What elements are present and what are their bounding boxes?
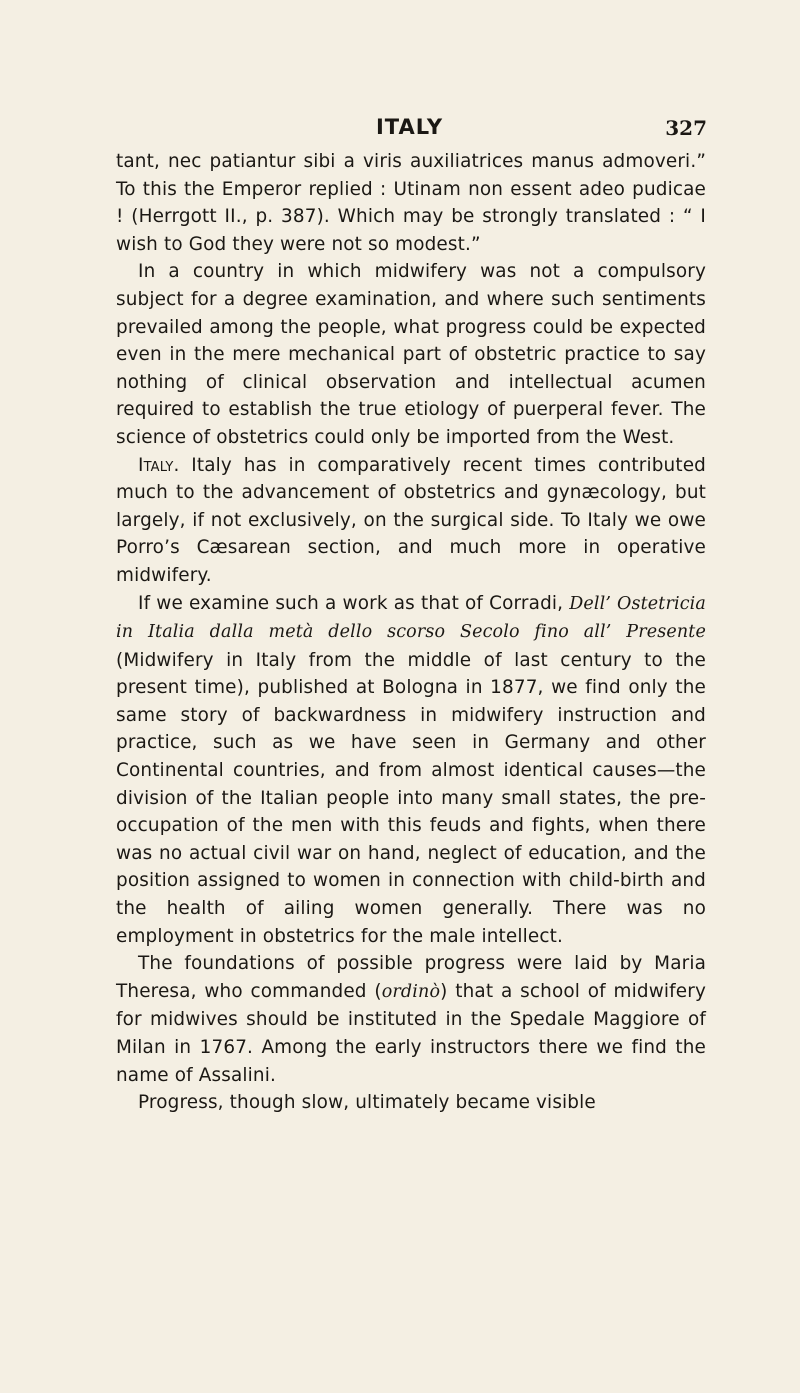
italic-word-ordino: ordinò	[381, 981, 441, 1002]
paragraph-continuation: tant, nec patiantur sibi a viris auxiliatrices manus admoveri.” To this the Emperor replied : Utinam non essent adeo pudicae ! (Herrgott II., p. 387). Which may be strongly translated : “ I wish to God they were not so modest.”	[116, 151, 706, 255]
paragraph-maria-theresa-rest: ) that a school of midwifery for midwives should be instituted in the Spedale Maggiore of Milan in 1767. Among the early instructors there we find the name of Assalini.	[116, 980, 706, 1086]
section-lead-italy: Italy.	[138, 454, 180, 476]
body-text	[116, 148, 706, 1117]
paragraph-corradi-start: If we examine such a work as that of Corradi,	[138, 592, 570, 614]
running-head	[112, 116, 707, 146]
page-number: 327	[665, 116, 707, 140]
paragraph-corradi-rest: (Midwifery in Italy from the middle of last century to the present time), published at Bologna in 1877, we find only the same story of backwardness in midwifery instruction and practice, such as we have seen in Germany and other Continental countries, and from almost identical causes—the division of the Italian people into many small states, the pre-occupation of the men with this feuds and fights, when there was no actual civil war on hand, neglect of education, and the position assigned to women in connection with child-birth and the health of ailing women generally. There was no employment in obstetrics for the male intellect.	[116, 649, 706, 947]
work-title-italic: Dell’ Ostetricia in Italia dalla metà dello scorso Secolo fino all’ Presente	[116, 593, 706, 643]
paragraph-italy-text: Italy has in comparatively recent times contributed much to the advancement of obstetrics and gynæcology, but largely, if not exclusively, on the surgical side. To Italy we owe Porro’s Cæsarean section, and much more in operative midwifery.	[116, 454, 706, 586]
chapter-title: ITALY	[375, 115, 444, 139]
paragraph-corradi	[116, 590, 706, 951]
paragraph-maria-theresa	[116, 950, 706, 1089]
paragraph-midwifery-sentiments: In a country in which midwifery was not a compulsory subject for a degree examination, and where such sentiments prevailed among the people, what progress could be expected even in the mere mechanical part of obstetric practice to say nothing of clinical observation and intellectual acumen required to establish the true etiology of puerperal fever. The science of obstetrics could only be imported from the West.	[116, 261, 706, 448]
paragraph-maria-theresa-start: The foundations of possible progress were laid by Maria Theresa, who commanded (	[116, 953, 706, 1002]
paragraph-italy-section	[116, 452, 706, 590]
paragraph-progress: Progress, though slow, ultimately became visible	[138, 1092, 596, 1114]
